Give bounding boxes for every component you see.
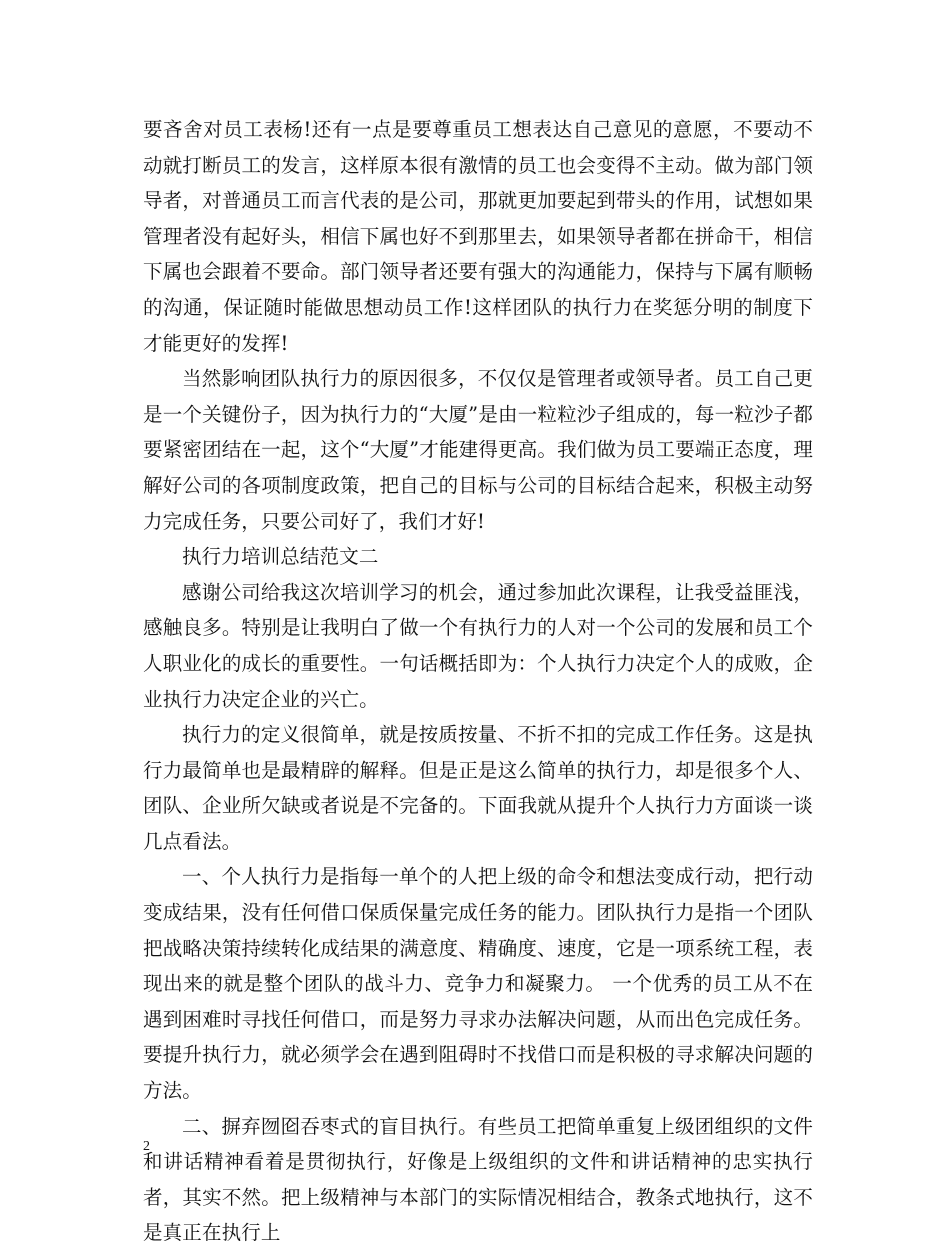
paragraph-4: 执行力的定义很简单，就是按质按量、不折不扣的完成工作任务。这是执行力最简单也是最精辟的解释。但是正是这么简单的执行力，却是很多个人、团队、企业所欠缺或者说是不完备的。下面我就从提升个人执行力方面谈一谈几点看法。 xyxy=(143,723,813,853)
paragraph-1: 要吝舍对员工表杨!还有一点是要尊重员工想表达自己意见的意愿，不要动不动就打断员工的发言，这样原本很有激情的员工也会变得不主动。做为部门领导者，对普通员工而言代表的是公司，那就更加要起到带头的作用，试想如果管理者没有起好头，相信下属也好不到那里去，如果领导者都在拼命干，相信下属也会跟着不要命。部门领导者还要有强大的沟通能力，保持与下属有顺畅的沟通，保证随时能做思想动员工作!这样团队的执行力在奖惩分明的制度下才能更好的发挥! xyxy=(143,118,813,355)
section-heading: 执行力培训总结范文二 xyxy=(182,545,379,569)
page-number: 2 xyxy=(143,1139,150,1154)
paragraph-3: 感谢公司给我这次培训学习的机会，通过参加此次课程，让我受益匪浅，感触良多。特别是让我明白了做一个有执行力的人对一个公司的发展和员工个人职业化的成长的重要性。一句话概括即为：个人执行力决定个人的成败，企业执行力决定企业的兴亡。 xyxy=(143,580,813,711)
paragraph-2: 当然影响团队执行力的原因很多，不仅仅是管理者或领导者。员工自己更是一个关键份子，因为执行力的“大厦”是由一粒粒沙子组成的，每一粒沙子都要紧密团结在一起，这个“大厦”才能建得更高。我们做为员工要端正态度，理解好公司的各项制度政策，把自己的目标与公司的目标结合起来，积极主动努力完成任务，只要公司好了，我们才好! xyxy=(143,367,813,533)
document-body xyxy=(143,112,813,1251)
paragraph-5: 一、个人执行力是指每一单个的人把上级的命令和想法变成行动，把行动变成结果，没有任何借口保质保量完成任务的能力。团队执行力是指一个团队把战略决策持续转化成结果的满意度、精确度、速度，它是一项系统工程，表现出来的就是整个团队的战斗力、竞争力和凝聚力。 一个优秀的员工从不在遇到困难时寻找任何借口，而是努力寻求办法解决问题，从而出色完成任务。要提升执行力，就必须学会在遇到阻碍时不找借口而是积极的寻求解决问题的方法。 xyxy=(143,865,813,1103)
paragraph-6: 二、摒弃囫囵吞枣式的盲目执行。有些员工把简单重复上级团组织的文件和讲话精神看着是贯彻执行，好像是上级组织的文件和讲话精神的忠实执行者，其实不然。把上级精神与本部门的实际情况相结合，教条式地执行，这不是真正在执行上 xyxy=(143,1114,813,1245)
